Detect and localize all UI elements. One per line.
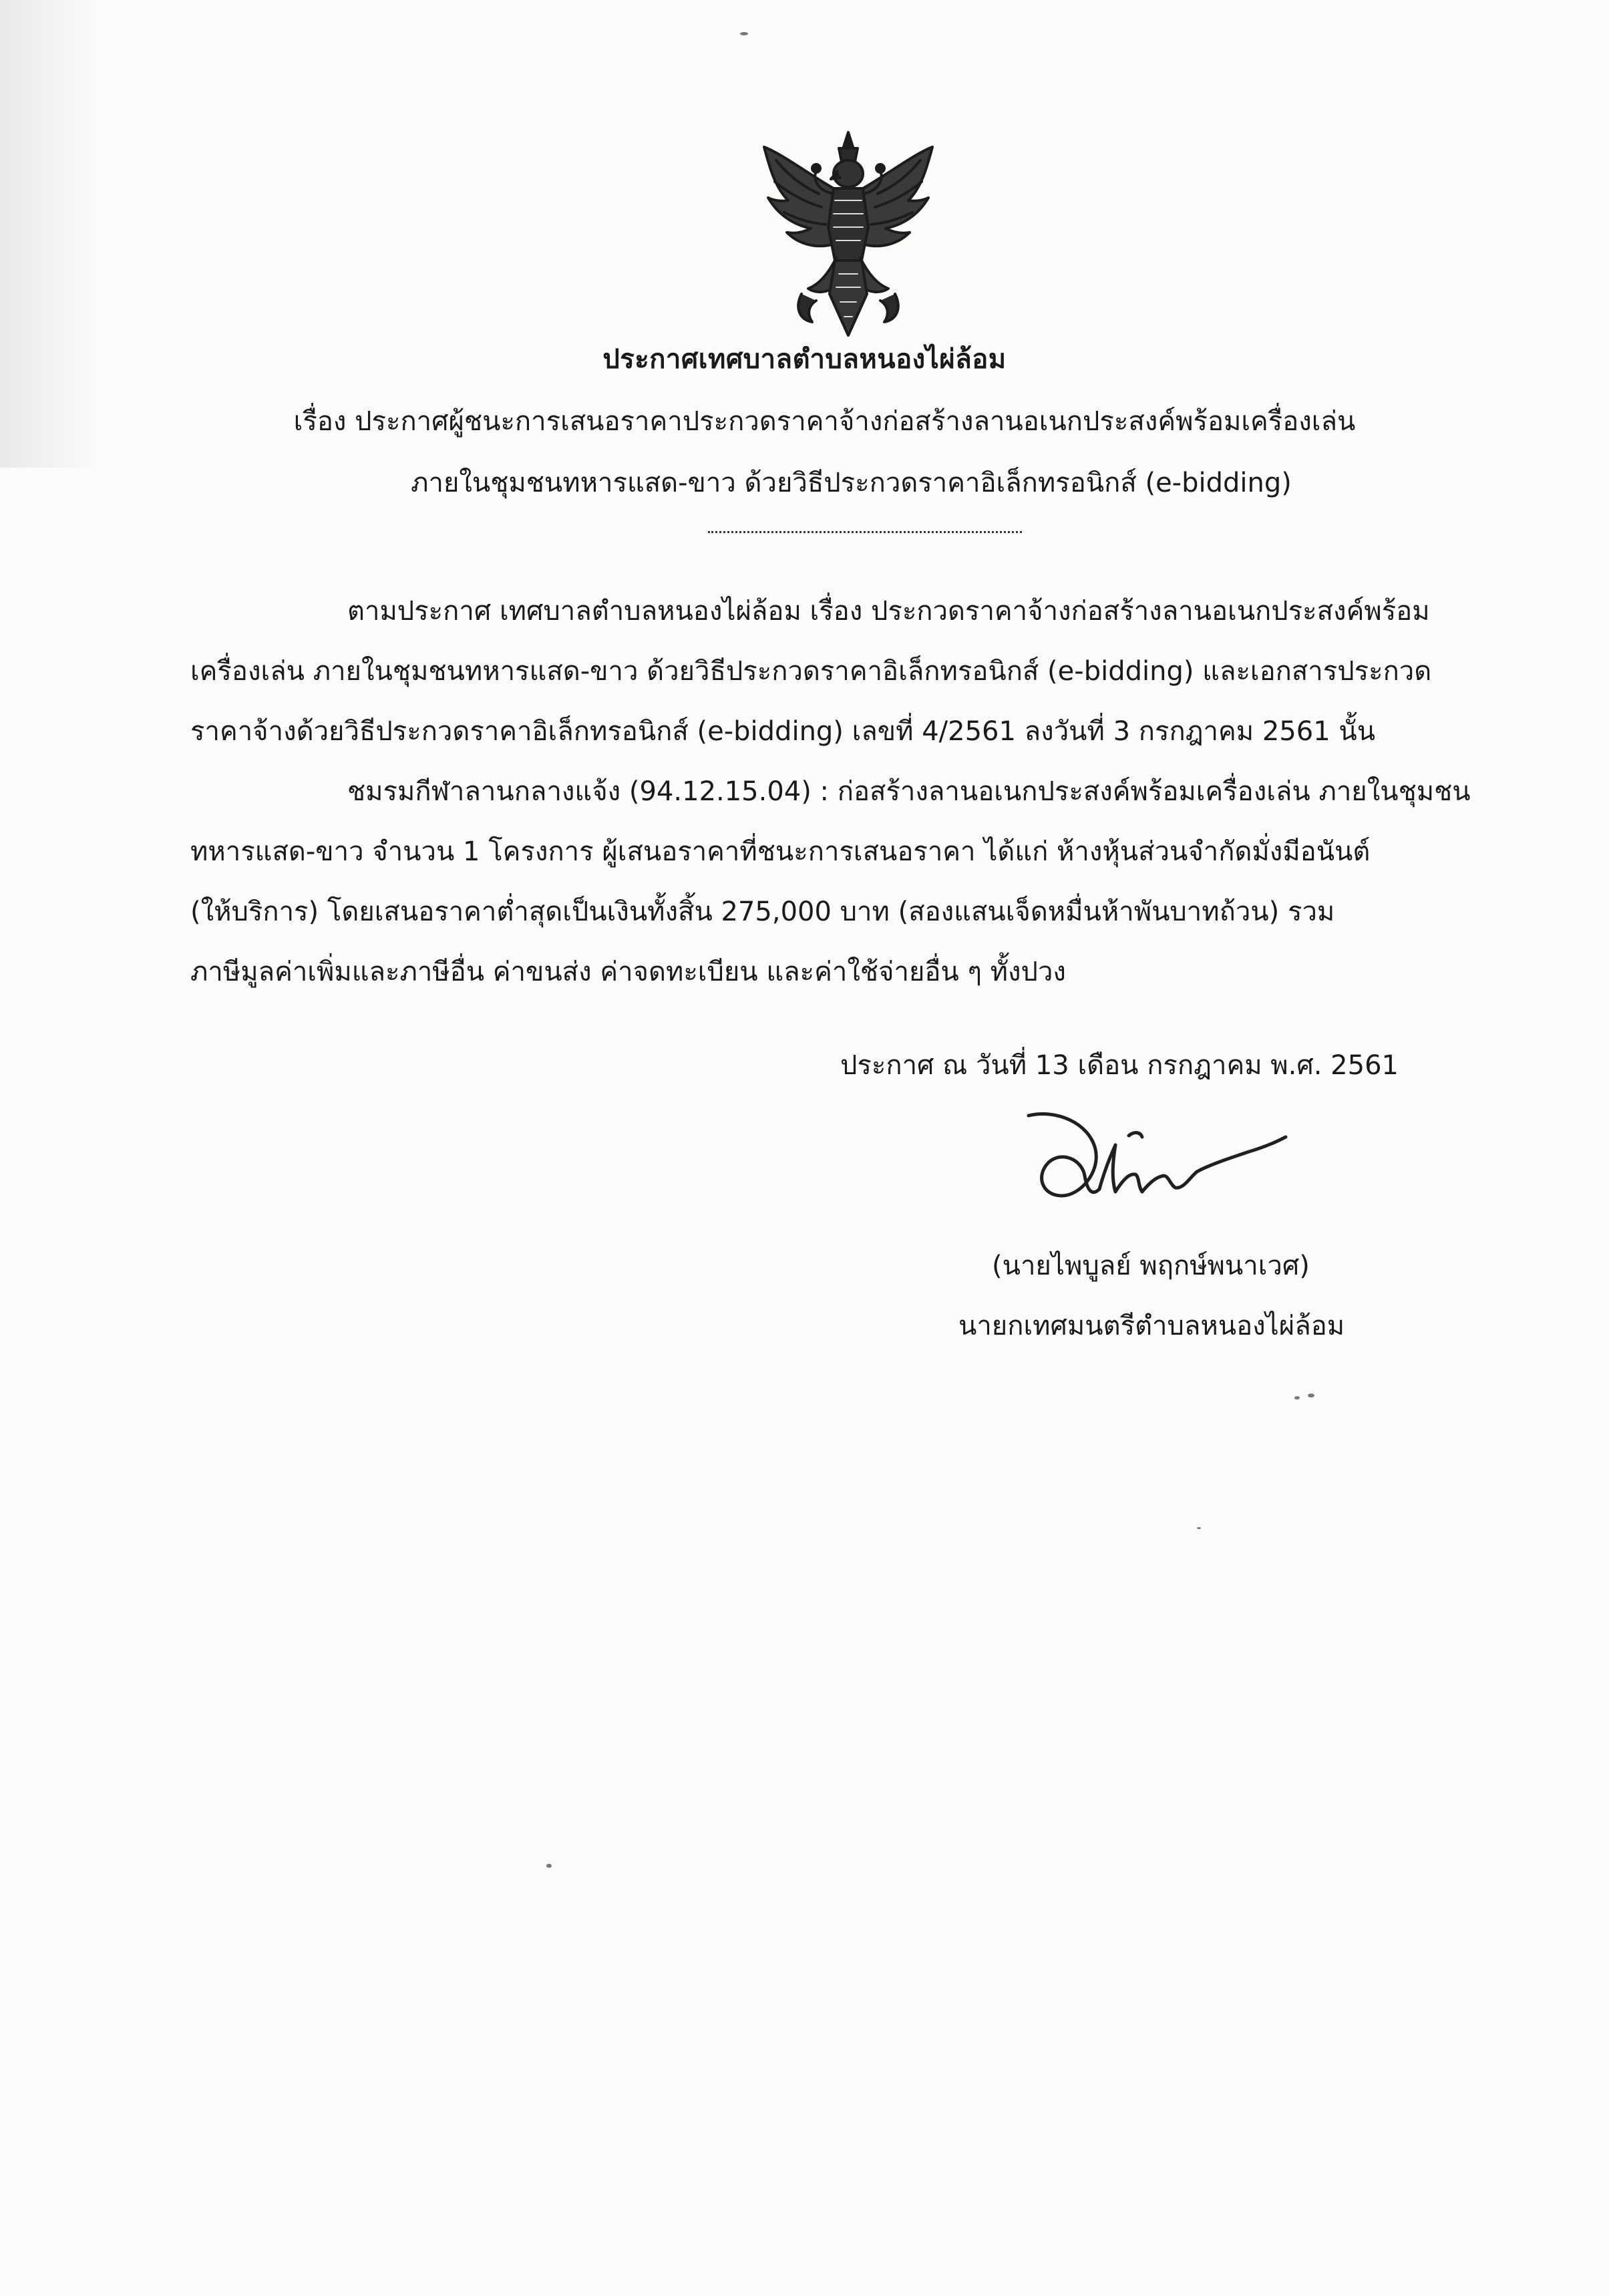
document-subject-line-2: ภายในชุมชนทหารแสด-ขาว ด้วยวิธีประกวดราคาอิเล็กทรอนิกส์ (e-bidding) <box>411 468 1292 498</box>
scan-speck <box>1294 1396 1300 1400</box>
body-line-6: (ให้บริการ) โดยเสนอราคาต่ำสุดเป็นเงินทั้งสิ้น 275,000 บาท (สองแสนเจ็ดหมื่นห้าพันบาทถ้วน) รวม <box>190 896 1335 927</box>
document-subject-line-1: เรื่อง ประกาศผู้ชนะการเสนอราคาประกวดราคาจ้างก่อสร้างลานอเนกประสงค์พร้อมเครื่องเล่น <box>293 406 1356 437</box>
document-title: ประกาศเทศบาลตำบลหนองไผ่ล้อม <box>602 344 1007 375</box>
body-line-7: ภาษีมูลค่าเพิ่มและภาษีอื่น ค่าขนส่ง ค่าจดทะเบียน และค่าใช้จ่ายอื่น ๆ ทั้งปวง <box>190 957 1066 987</box>
handwritten-signature-icon <box>1015 1096 1296 1236</box>
signer-name: (นายไพบูลย์ พฤกษ์พนาเวศ) <box>992 1251 1310 1281</box>
body-line-3: ราคาจ้างด้วยวิธีประกวดราคาอิเล็กทรอนิกส์ (e-bidding) เลขที่ 4/2561 ลงวันที่ 3 กรกฎาคม 2561 นั้น <box>190 716 1376 747</box>
signer-title: นายกเทศมนตรีตำบลหนองไผ่ล้อม <box>958 1311 1345 1341</box>
page-edge-shadow <box>0 0 100 468</box>
scan-speck <box>1308 1393 1314 1398</box>
announce-date: ประกาศ ณ วันที่ 13 เดือน กรกฎาคม พ.ศ. 2561 <box>840 1050 1399 1081</box>
scan-speck <box>740 32 748 35</box>
body-line-5: ทหารแสด-ขาว จำนวน 1 โครงการ ผู้เสนอราคาที่ชนะการเสนอราคา ได้แก่ ห้างหุ้นส่วนจำกัดมั่งมีอนันต์ <box>190 836 1371 867</box>
header-divider <box>708 531 1022 533</box>
garuda-emblem-icon <box>755 127 942 341</box>
scan-speck <box>1197 1527 1201 1529</box>
scan-speck <box>546 1864 552 1868</box>
body-line-2: เครื่องเล่น ภายในชุมชนทหารแสด-ขาว ด้วยวิธีประกวดราคาอิเล็กทรอนิกส์ (e-bidding) และเอกสารประกวด <box>190 656 1432 687</box>
body-line-1: ตามประกาศ เทศบาลตำบลหนองไผ่ล้อม เรื่อง ประกวดราคาจ้างก่อสร้างลานอเนกประสงค์พร้อม <box>347 596 1430 627</box>
body-line-4: ชมรมกีฬาลานกลางแจ้ง (94.12.15.04) : ก่อสร้างลานอเนกประสงค์พร้อมเครื่องเล่น ภายในชุมชน <box>347 776 1471 807</box>
